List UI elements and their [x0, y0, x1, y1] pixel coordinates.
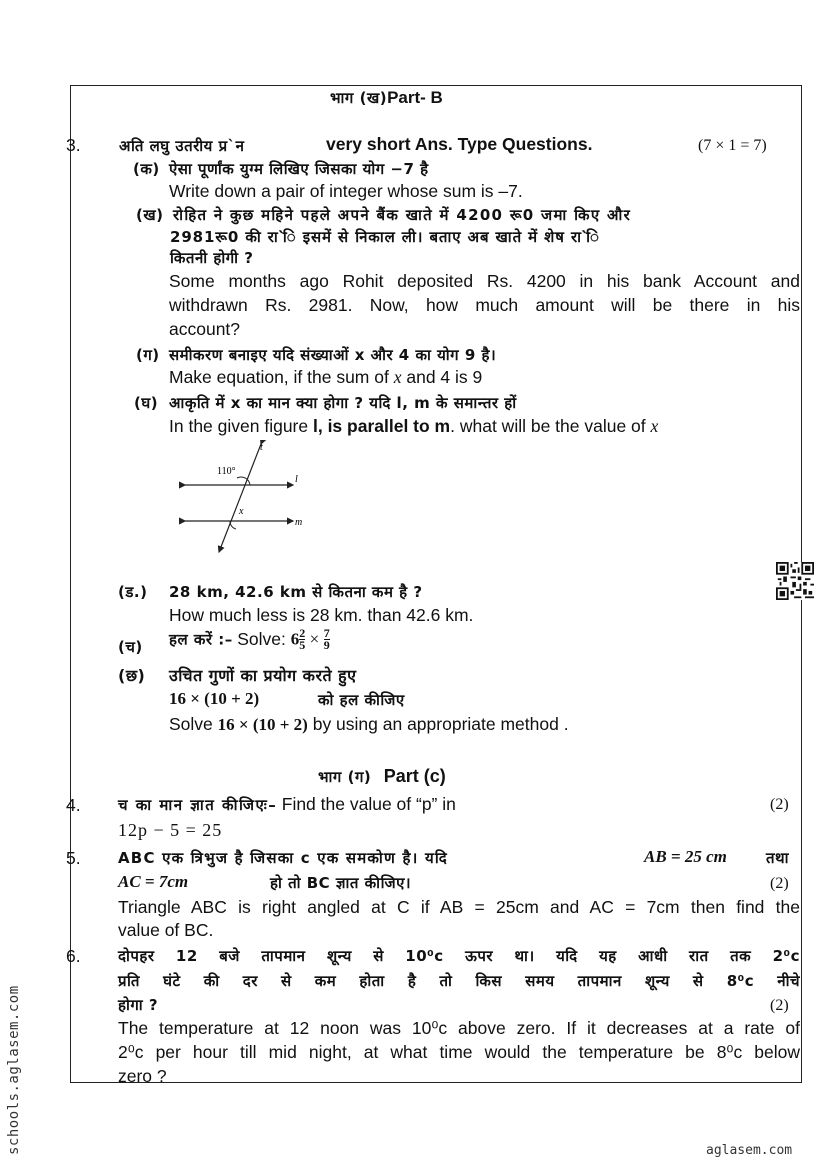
q3e-hindi: 28 km, 42.6 km से कितना कम है ? [169, 583, 423, 601]
q3b-english-1: Some months ago Rohit deposited Rs. 4200 in his bank Account and [169, 271, 800, 291]
fig-l-label: l [295, 474, 298, 485]
q3b-english-3: account? [169, 319, 241, 339]
q3b-hindi-2: 2981रू0 की रा`ि इसमें से निकाल ली। बताए अब खाते में शेष रा`ि [170, 228, 600, 246]
q3d-english-b: l, is parallel to m [312, 416, 451, 436]
q3g-label: (छ) [118, 666, 146, 685]
q3c-hindi: समीकरण बनाइए यदि संख्याओं x और 4 का योग 9 है। [169, 346, 497, 364]
side-watermark: schools.aglasem.com [6, 985, 22, 1155]
q5-marks: (2) [770, 875, 789, 892]
q3g-hindi-2: को हल कीजिए [318, 691, 405, 709]
parallel-lines-figure [175, 440, 310, 558]
q5-hindi-2: हो तो BC ज्ञात कीजिए। [270, 874, 412, 892]
q4-text [118, 794, 456, 815]
fig-x-label: x [239, 506, 244, 517]
q4-english: Find the value of “p” in [281, 794, 456, 814]
q6-hindi-3: होगा ? [118, 996, 159, 1014]
q3f-fraction-1 [299, 628, 305, 651]
part-b-heading [330, 88, 443, 108]
q5-hindi-1: ABC एक त्रिभुज है जिसका c एक समकोण है। यदि [118, 849, 448, 867]
q3f-hindi: हल करें :– [169, 630, 233, 649]
q3c-english [169, 367, 482, 388]
part-c-heading-hi: भाग (ग) [318, 768, 372, 786]
q3c-english-b: and 4 is 9 [401, 367, 483, 387]
part-b-heading-en: Part- B [387, 88, 443, 107]
q5-equation-2: AC = 7cm [118, 872, 189, 891]
q4-hindi: च का मान ज्ञात कीजिएः– [118, 796, 278, 814]
q3-marks: (7 × 1 = 7) [698, 137, 767, 154]
q3-title-en: very short Ans. Type Questions. [326, 134, 593, 154]
q3c-english-a: Make equation, if the sum of [169, 367, 394, 387]
q3f-label: (च) [118, 638, 143, 656]
q3b-english-2: withdrawn Rs. 2981. Now, how much amount will be there in his [169, 295, 800, 315]
q3-number: 3. [66, 135, 81, 155]
q3d-english-a: In the given figure [169, 416, 313, 436]
q4-number: 4. [66, 795, 81, 815]
q3g-english-a: Solve [169, 714, 218, 734]
q6-english-3: zero ? [118, 1066, 167, 1086]
part-b-heading-hi: भाग (ख) [330, 89, 388, 107]
q3e-english: How much less is 28 km. than 42.6 km. [169, 605, 474, 625]
q5-english-2: value of BC. [118, 920, 214, 940]
q3b-hindi-1: रोहित ने कुछ महिने पहले अपने बैंक खाते में 4200 रू0 जमा किए और [173, 206, 632, 224]
q3f-fraction-2-num: 7 [323, 626, 330, 640]
q3d-english [169, 416, 658, 437]
q6-marks: (2) [770, 997, 789, 1014]
q3f-line [169, 628, 330, 658]
q3c-label: (ग) [136, 346, 160, 364]
q5-equation-1: AB = 25 cm [644, 847, 727, 866]
q3c-english-x: x [393, 367, 402, 387]
q3a-label: (क) [133, 160, 160, 178]
q3a-hindi: ऐसा पूर्णांक युग्म लिखिए जिसका योग −7 है [169, 160, 429, 178]
q5-number: 5. [66, 848, 81, 868]
q4-equation: 12p − 5 = 25 [118, 820, 223, 840]
q3d-hindi: आकृति में x का मान क्या होगा ? यदि l, m के समान्तर हों [169, 394, 517, 412]
fig-t-label: t [260, 442, 263, 453]
q3e-label: (ड.) [118, 583, 148, 601]
q3g-hindi-1: उचित गुणों का प्रयोग करते हुए [169, 666, 357, 685]
q3-title-hi: अति लघु उतरीय प्र`न [119, 137, 245, 155]
q3d-english-c: . what will be the value of [450, 416, 651, 436]
q3d-label: (घ) [134, 394, 159, 412]
q3f-english: Solve: [237, 629, 291, 649]
fig-m-label: m [295, 517, 303, 528]
q5-english-1: Triangle ABC is right angled at C if AB = 25cm and AC = 7cm then find the [118, 897, 800, 917]
q3f-fraction-2 [324, 628, 330, 651]
q3g-english-expr: 16 × (10 + 2) [217, 715, 308, 734]
fig-angle-label: 110° [217, 466, 236, 477]
q6-english-2: 2⁰c per hour till mid night, at what time would the temperature be 8⁰c below [118, 1042, 800, 1062]
q3b-hindi-3: कितनी होगी ? [170, 249, 254, 267]
transversal-t [219, 444, 261, 552]
q6-hindi-1: दोपहर 12 बजे तापमान शून्य से 10⁰c ऊपर था। यदि यह आधी रात तक 2⁰c [118, 947, 800, 965]
qr-code-icon [776, 562, 814, 600]
q6-english-1: The temperature at 12 noon was 10⁰c above zero. If it decreases at a rate of [118, 1018, 800, 1038]
q3g-english [169, 714, 569, 735]
q3f-fraction-2-den: 9 [323, 638, 330, 652]
footer-watermark: aglasem.com [706, 1143, 793, 1158]
q3g-expression: 16 × (10 + 2) [169, 689, 260, 708]
q3f-fraction-1-num: 2 [299, 626, 306, 640]
q6-number: 6. [66, 946, 81, 966]
q3f-whole: 6 [290, 629, 300, 649]
q3g-english-b: by using an appropriate method . [307, 714, 569, 734]
q6-hindi-2: प्रति घंटे की दर से कम होता है तो किस समय तापमान शून्य से 8⁰c नीचे [118, 972, 800, 990]
q3a-english: Write down a pair of integer whose sum is –7. [169, 181, 523, 201]
q3f-times: × [309, 629, 320, 649]
q3d-english-x: x [650, 416, 659, 436]
q3f-fraction-1-den: 5 [299, 638, 306, 652]
q4-marks: (2) [770, 796, 789, 813]
part-c-heading-en: Part (c) [383, 766, 446, 786]
q3b-label: (ख) [136, 206, 164, 224]
q5-hindi-tatha: तथा [766, 849, 790, 867]
part-c-heading [318, 766, 446, 787]
